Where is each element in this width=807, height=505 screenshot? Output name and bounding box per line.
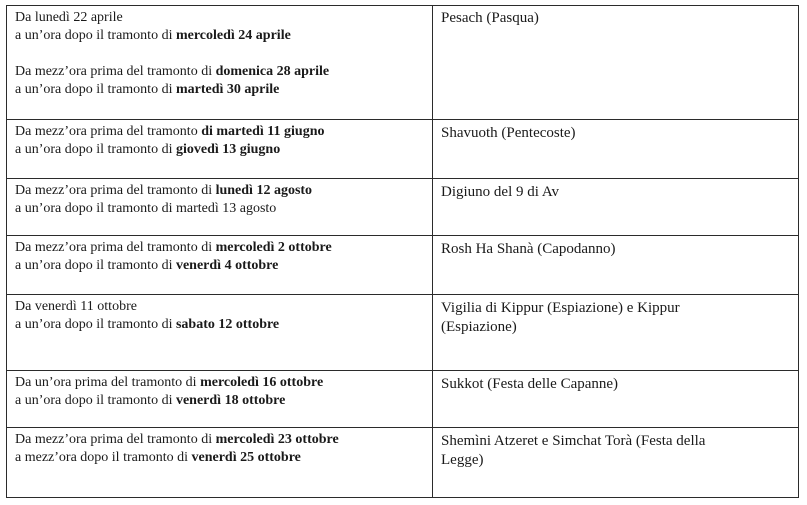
holiday-name-line: Legge) bbox=[441, 452, 484, 468]
date-line: a un’ora dopo il tramonto di venerdì 4 ottobre bbox=[15, 258, 279, 273]
date-range-cell bbox=[7, 371, 433, 428]
table-row bbox=[7, 6, 799, 120]
date-range-cell bbox=[7, 428, 433, 498]
date-line: a un’ora dopo il tramonto di giovedì 13 giugno bbox=[15, 142, 281, 157]
holiday-name-line: (Espiazione) bbox=[441, 319, 517, 335]
date-line: Da mezz’ora prima del tramonto di mercoledì 23 ottobre bbox=[15, 432, 339, 447]
holiday-name-cell: Rosh Ha Shanà (Capodanno) bbox=[433, 236, 799, 295]
date-line: Da un’ora prima del tramonto di mercoledì 16 ottobre bbox=[15, 375, 324, 390]
table-row bbox=[7, 120, 799, 179]
date-line: a un’ora dopo il tramonto di venerdì 18 ottobre bbox=[15, 393, 286, 408]
holiday-name-line: Shemìni Atzeret e Simchat Torà (Festa della bbox=[441, 433, 706, 449]
table-row bbox=[7, 236, 799, 295]
table-row bbox=[7, 295, 799, 371]
date-range-cell bbox=[7, 236, 433, 295]
table-row bbox=[7, 371, 799, 428]
holiday-name-cell: Shavuoth (Pentecoste) bbox=[433, 120, 799, 179]
holiday-name-cell: Sukkot (Festa delle Capanne) bbox=[433, 371, 799, 428]
date-line: Da lunedì 22 aprile bbox=[15, 10, 123, 25]
holiday-name-cell bbox=[433, 428, 799, 498]
holiday-name-line: Vigilia di Kippur (Espiazione) e Kippur bbox=[441, 300, 680, 316]
table-row bbox=[7, 428, 799, 498]
date-range-cell bbox=[7, 120, 433, 179]
date-line: a un’ora dopo il tramonto di sabato 12 ottobre bbox=[15, 317, 280, 332]
date-line: Da mezz’ora prima del tramonto di martedì 11 giugno bbox=[15, 124, 325, 139]
date-line: Da venerdì 11 ottobre bbox=[15, 299, 137, 314]
table-row bbox=[7, 179, 799, 236]
holiday-name-cell bbox=[433, 295, 799, 371]
date-range-cell bbox=[7, 295, 433, 371]
date-line: Da mezz’ora prima del tramonto di mercoledì 2 ottobre bbox=[15, 240, 332, 255]
holiday-schedule-table bbox=[6, 5, 799, 498]
date-line: a un’ora dopo il tramonto di mercoledì 24 aprile bbox=[15, 28, 291, 43]
date-line: a un’ora dopo il tramonto di martedì 13 agosto bbox=[15, 201, 277, 216]
date-line: Da mezz’ora prima del tramonto di domenica 28 aprile bbox=[15, 64, 330, 79]
date-range-cell bbox=[7, 179, 433, 236]
holiday-name-cell: Digiuno del 9 di Av bbox=[433, 179, 799, 236]
date-line: a mezz’ora dopo il tramonto di venerdì 25 ottobre bbox=[15, 450, 301, 465]
date-range-cell bbox=[7, 6, 433, 120]
holiday-name-cell: Pesach (Pasqua) bbox=[433, 6, 799, 120]
date-line: Da mezz’ora prima del tramonto di lunedì 12 agosto bbox=[15, 183, 313, 198]
date-line: a un’ora dopo il tramonto di martedì 30 aprile bbox=[15, 82, 280, 97]
